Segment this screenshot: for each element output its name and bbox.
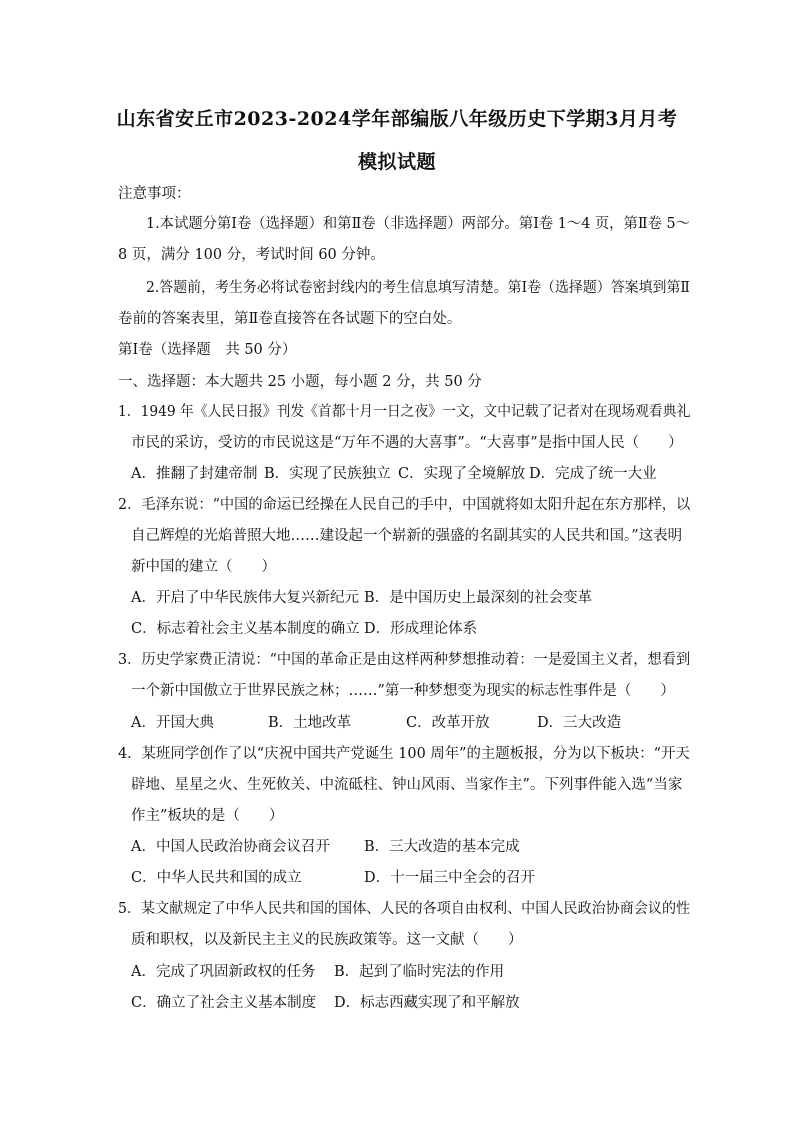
notice-item-1-cont: 8 页，满分 100 分，考试时间 60 分钟。 bbox=[118, 247, 385, 263]
notice-item-2-cont: 卷前的答案表里，第Ⅱ卷直接答在各试题下的空白处。 bbox=[118, 311, 462, 327]
option-b[interactable]: B．实现了民族独立 bbox=[264, 466, 391, 482]
exam-subtitle: 模拟试题 bbox=[357, 151, 436, 173]
option-b[interactable]: B．三大改造的基本完成 bbox=[364, 839, 520, 855]
section-heading: 第Ⅰ卷（选择题 共 50 分） bbox=[118, 342, 297, 358]
option-d[interactable]: D．完成了统一大业 bbox=[529, 466, 657, 482]
option-a[interactable]: A．开国大典 bbox=[131, 715, 214, 731]
question-5-stem: 5．某文献规定了中华人民共和国的国体、人民的各项自由权利、中国人民政治协商会议的性 bbox=[118, 901, 691, 917]
option-c[interactable]: C．中华人民共和国的成立 bbox=[131, 870, 302, 886]
exam-title: 山东省安丘市2023-2024学年部编版八年级历史下学期3月月考 bbox=[116, 108, 678, 130]
question-2-stem-cont: 自己辉煌的光焰普照大地……建设起一个崭新的强盛的名副其实的人民共和国。”这表明 bbox=[131, 528, 683, 544]
notice-heading: 注意事项： bbox=[118, 186, 191, 202]
question-4-stem-cont: 作主”板块的是（ ） bbox=[131, 808, 284, 824]
notice-item-1: 1.本试题分第Ⅰ卷（选择题）和第Ⅱ卷（非选择题）两部分。第Ⅰ卷 1～4 页，第Ⅱ卷 5～ bbox=[146, 216, 690, 232]
option-a[interactable]: A．开启了中华民族伟大复兴新纪元 bbox=[131, 590, 359, 606]
question-4-stem-cont: 辟地、星星之火、生死攸关、中流砥柱、钟山风雨、当家作主”。下列事件能入选“当家 bbox=[131, 777, 683, 793]
option-d[interactable]: D．三大改造 bbox=[537, 715, 622, 731]
question-1-stem-cont: 市民的采访，受访的市民说这是“万年不遇的大喜事”。“大喜事”是指中国人民（ ） bbox=[131, 435, 683, 451]
question-2-stem: 2．毛泽东说：“中国的命运已经操在人民自己的手中，中国就将如太阳升起在东方那样，以 bbox=[118, 497, 691, 513]
question-1-stem: 1．1949 年《人民日报》刊发《首都十月一日之夜》一文，文中记载了记者对在现场观看典礼 bbox=[118, 404, 691, 420]
option-c[interactable]: C．实现了全境解放 bbox=[398, 466, 526, 482]
notice-item-2: 2.答题前，考生务必将试卷密封线内的考生信息填写清楚。第Ⅰ卷（选择题）答案填到第Ⅱ bbox=[146, 280, 690, 296]
option-b[interactable]: B．土地改革 bbox=[268, 715, 352, 731]
option-d[interactable]: D．形成理论体系 bbox=[364, 621, 478, 637]
option-c[interactable]: C．标志着社会主义基本制度的确立 bbox=[131, 621, 360, 637]
part-heading: 一、选择题：本大题共 25 小题，每小题 2 分，共 50 分 bbox=[118, 374, 482, 390]
option-d[interactable]: D．标志西藏实现了和平解放 bbox=[334, 995, 520, 1011]
question-2-stem-cont: 新中国的建立（ ） bbox=[131, 559, 276, 575]
option-d[interactable]: D．十一届三中全会的召开 bbox=[364, 870, 536, 886]
option-b[interactable]: B．是中国历史上最深刻的社会变革 bbox=[364, 590, 593, 606]
question-3-stem-cont: 一个新中国傲立于世界民族之林；……”第一种梦想变为现实的标志性事件是（ ） bbox=[131, 683, 675, 699]
option-c[interactable]: C．确立了社会主义基本制度 bbox=[131, 995, 317, 1011]
question-4-stem: 4．某班同学创作了以“庆祝中国共产党诞生 100 周年”的主题板报，分为以下板块：“开天 bbox=[118, 746, 690, 762]
option-c[interactable]: C．改革开放 bbox=[406, 715, 490, 731]
option-a[interactable]: A．推翻了封建帝制 bbox=[131, 466, 258, 482]
option-a[interactable]: A．中国人民政治协商会议召开 bbox=[131, 839, 330, 855]
question-5-stem-cont: 质和职权，以及新民主主义的民族政策等。这一文献（ ） bbox=[131, 932, 523, 948]
question-3-stem: 3．历史学家费正清说：“中国的革命正是由这样两种梦想推动着：一是爱国主义者，想看到 bbox=[118, 652, 691, 668]
option-a[interactable]: A．完成了巩固新政权的任务 bbox=[131, 964, 316, 980]
option-b[interactable]: B．起到了临时宪法的作用 bbox=[334, 964, 505, 980]
